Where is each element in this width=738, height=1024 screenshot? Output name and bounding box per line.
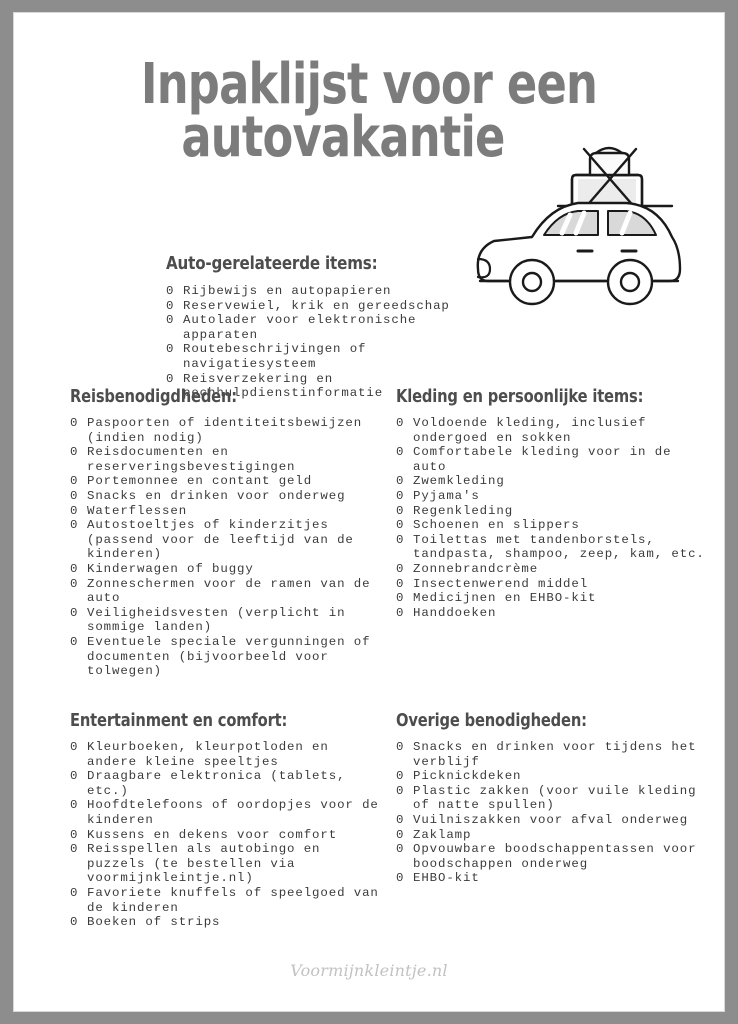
checklist-item-label: Rijbewijs en autopapieren — [183, 284, 392, 298]
checklist-item-label: Medicijnen en EHBO-kit — [413, 591, 597, 606]
checklist-item-label: Reisspellen als autobingo en puzzels (te bestellen via voormijnkleintje.nl) — [87, 842, 321, 886]
checklist-item-label: Boeken of strips — [87, 915, 221, 930]
checklist-item-label: Kussens en dekens voor comfort — [87, 827, 338, 842]
checkbox-marker-icon[interactable]: 0 — [166, 371, 175, 386]
checklist-item[interactable] — [396, 813, 708, 828]
checklist-item-label: Autolader voor elektronische apparaten — [183, 313, 417, 342]
checklist-item[interactable] — [70, 562, 382, 577]
checkbox-marker-icon[interactable]: 0 — [396, 591, 405, 606]
checklist-other-necessities — [396, 740, 708, 886]
checklist-item-label: Zwemkleding — [413, 474, 505, 489]
checklist-item[interactable] — [70, 577, 382, 606]
checklist-item[interactable] — [70, 740, 382, 769]
checklist-item-label: Snacks en drinken voor onderweg — [87, 488, 346, 503]
checklist-item[interactable] — [396, 562, 708, 577]
checklist-item-label: Opvouwbare boodschappentassen voor boodschappen onderweg — [413, 842, 697, 871]
checklist-item-label: Snacks en drinken voor tijdens het verblijf — [413, 740, 697, 769]
checkbox-marker-icon[interactable]: 0 — [70, 488, 79, 503]
checkbox-marker-icon[interactable]: 0 — [396, 445, 405, 460]
checklist-item[interactable] — [396, 518, 708, 533]
checklist-item[interactable] — [70, 504, 382, 519]
checklist-item[interactable] — [70, 606, 382, 635]
checklist-item[interactable] — [70, 474, 382, 489]
printable-sheet — [14, 13, 724, 1011]
checklist-item[interactable] — [396, 784, 708, 813]
checklist-item[interactable] — [70, 886, 382, 915]
section-heading: Reisbenodigdheden: — [70, 387, 237, 407]
checkbox-marker-icon[interactable]: 0 — [396, 827, 405, 842]
checkbox-marker-icon[interactable]: 0 — [396, 561, 405, 576]
checklist-item-label: Schoenen en slippers — [413, 518, 580, 533]
checkbox-marker-icon[interactable]: 0 — [70, 915, 79, 930]
section-heading: Overige benodigheden: — [396, 711, 587, 731]
checklist-item-label: Zonneschermen voor de ramen van de auto — [87, 576, 371, 606]
checklist-travel-essentials — [70, 416, 382, 679]
section-other-necessities — [396, 711, 708, 886]
checklist-item[interactable] — [396, 842, 708, 871]
checkbox-marker-icon[interactable]: 0 — [70, 474, 79, 489]
section-travel-essentials — [70, 387, 382, 679]
checklist-item-label: Waterflessen — [87, 503, 188, 518]
checklist-item[interactable] — [396, 740, 708, 769]
checklist-item-label: Hoofdtelefoons of oordopjes voor de kinderen — [87, 798, 379, 827]
checklist-item-label: Reservewiel, krik en gereedschap — [183, 298, 450, 313]
checkbox-marker-icon[interactable]: 0 — [70, 445, 79, 460]
checkbox-marker-icon[interactable]: 0 — [166, 313, 175, 328]
checklist-item-label: Draagbare elektronica (tablets, etc.) — [87, 769, 346, 798]
checklist-item[interactable] — [396, 828, 708, 843]
page-title-line-1: Inpaklijst voor een — [140, 52, 598, 117]
checklist-item[interactable] — [396, 591, 708, 606]
checkbox-marker-icon[interactable]: 0 — [70, 561, 79, 576]
checkbox-marker-icon[interactable]: 0 — [396, 503, 405, 518]
checklist-item-label: Pyjama's — [413, 488, 480, 503]
checklist-item-label: Reisdocumenten en reserveringsbevestigingen — [87, 445, 296, 474]
page-title-line-2: autovakantie — [181, 104, 505, 170]
checkbox-marker-icon[interactable]: 0 — [396, 769, 405, 784]
checkbox-marker-icon[interactable]: 0 — [396, 812, 405, 827]
section-entertainment-comfort — [70, 711, 382, 930]
checklist-item[interactable] — [396, 871, 708, 886]
checklist-item[interactable] — [166, 342, 496, 371]
checklist-item[interactable] — [166, 313, 496, 342]
checkbox-marker-icon[interactable]: 0 — [70, 605, 79, 620]
checklist-item-label: Insectenwerend middel — [413, 576, 589, 591]
checkbox-marker-icon[interactable]: 0 — [70, 769, 79, 784]
checkbox-marker-icon[interactable]: 0 — [396, 783, 405, 798]
checklist-item-label: Comfortabele kleding voor in de auto — [413, 445, 672, 474]
checklist-item-label: Vuilniszakken voor afval onderweg — [413, 812, 689, 827]
checklist-item-label: Reisverzekering en pechhulpdienstinformatie — [183, 371, 384, 401]
checklist-item-label: EHBO-kit — [413, 871, 480, 886]
checklist-item[interactable] — [70, 416, 382, 445]
checklist-item-label: Plastic zakken (voor vuile kleding of natte spullen) — [413, 783, 697, 813]
checkbox-marker-icon[interactable]: 0 — [70, 842, 79, 857]
checkbox-marker-icon[interactable]: 0 — [396, 488, 405, 503]
checklist-item-label: Picknickdeken — [413, 769, 522, 784]
checklist-item[interactable] — [70, 828, 382, 843]
checklist-item[interactable] — [166, 299, 496, 314]
checklist-item-label: Veiligheidsvesten (verplicht in sommige landen) — [87, 605, 346, 635]
checklist-item[interactable] — [70, 769, 382, 798]
checklist-item-label: Voldoende kleding, inclusief ondergoed en sokken — [413, 416, 647, 445]
checklist-item-label: Paspoorten of identiteitsbewijzen (indien nodig) — [87, 416, 363, 445]
section-heading: Entertainment en comfort: — [70, 711, 288, 731]
checkbox-marker-icon[interactable]: 0 — [396, 532, 405, 547]
checkbox-marker-icon[interactable]: 0 — [70, 740, 79, 754]
checklist-clothing-personal — [396, 416, 708, 620]
checklist-entertainment-comfort — [70, 740, 382, 930]
checklist-item-label: Regenkleding — [413, 503, 514, 518]
checklist-item[interactable] — [70, 489, 382, 504]
checklist-item-label: Kinderwagen of buggy — [87, 561, 254, 576]
checklist-item-label: Portemonnee en contant geld — [87, 474, 313, 489]
checklist-item[interactable] — [396, 533, 708, 562]
checklist-item-label: Zonnebrandcrème — [413, 561, 539, 576]
checkbox-marker-icon[interactable]: 0 — [166, 298, 175, 313]
checklist-item[interactable] — [396, 474, 708, 489]
checklist-item-label: Kleurboeken, kleurpotloden en andere kleine speeltjes — [87, 740, 329, 769]
section-heading: Auto-gerelateerde items: — [166, 253, 378, 274]
section-auto-related — [166, 253, 496, 401]
checklist-item[interactable] — [70, 635, 382, 679]
checklist-item[interactable] — [396, 769, 708, 784]
footer-brand: Voormijnkleintje.nl — [290, 961, 448, 980]
checklist-item-label: Autostoeltjes of kinderzitjes (passend voor de leeftijd van de kinderen) — [87, 518, 354, 562]
checkbox-marker-icon[interactable]: 0 — [70, 827, 79, 842]
checkbox-marker-icon[interactable]: 0 — [396, 842, 405, 857]
checkbox-marker-icon[interactable]: 0 — [396, 605, 405, 620]
checkbox-marker-icon[interactable]: 0 — [396, 474, 405, 489]
checklist-item[interactable] — [70, 518, 382, 562]
checklist-item-label: Routebeschrijvingen of navigatiesysteem — [183, 342, 367, 371]
checkbox-marker-icon[interactable]: 0 — [396, 416, 405, 430]
checklist-item[interactable] — [396, 606, 708, 621]
section-clothing-personal — [396, 387, 708, 620]
checkbox-marker-icon[interactable]: 0 — [166, 284, 175, 298]
checkbox-marker-icon[interactable]: 0 — [70, 416, 79, 430]
checkbox-marker-icon[interactable]: 0 — [396, 518, 405, 533]
checkbox-marker-icon[interactable]: 0 — [70, 518, 79, 533]
checkbox-marker-icon[interactable]: 0 — [70, 576, 79, 591]
checklist-item-label: Toilettas met tandenborstels, tandpasta, shampoo, zeep, kam, etc. — [413, 532, 705, 562]
checklist-item[interactable] — [70, 842, 382, 886]
checklist-item-label: Favoriete knuffels of speelgoed van de kinderen — [87, 885, 379, 915]
checkbox-marker-icon[interactable]: 0 — [70, 634, 79, 649]
checklist-item[interactable] — [396, 445, 708, 474]
checklist-item[interactable] — [396, 489, 708, 504]
checklist-item-label: Zaklamp — [413, 827, 472, 842]
checklist-item[interactable] — [70, 445, 382, 474]
checkbox-marker-icon[interactable]: 0 — [396, 576, 405, 591]
checkbox-marker-icon[interactable]: 0 — [70, 798, 79, 813]
checklist-auto-related — [166, 284, 496, 401]
checkbox-marker-icon[interactable]: 0 — [396, 871, 405, 886]
checklist-item-label: Eventuele speciale vergunningen of documenten (bijvoorbeeld voor tolwegen) — [87, 634, 371, 679]
section-heading: Kleding en persoonlijke items: — [396, 387, 644, 407]
checklist-item[interactable] — [396, 416, 708, 445]
checklist-item[interactable] — [70, 798, 382, 827]
checkbox-marker-icon[interactable]: 0 — [70, 885, 79, 900]
checkbox-marker-icon[interactable]: 0 — [396, 740, 405, 754]
checkbox-marker-icon[interactable]: 0 — [166, 342, 175, 357]
checklist-item[interactable] — [396, 504, 708, 519]
checklist-item-label: Handdoeken — [413, 605, 497, 620]
checklist-item[interactable] — [166, 284, 496, 299]
checkbox-marker-icon[interactable]: 0 — [70, 503, 79, 518]
checklist-item[interactable] — [70, 915, 382, 930]
checklist-item[interactable] — [396, 577, 708, 592]
page-title — [14, 52, 724, 170]
